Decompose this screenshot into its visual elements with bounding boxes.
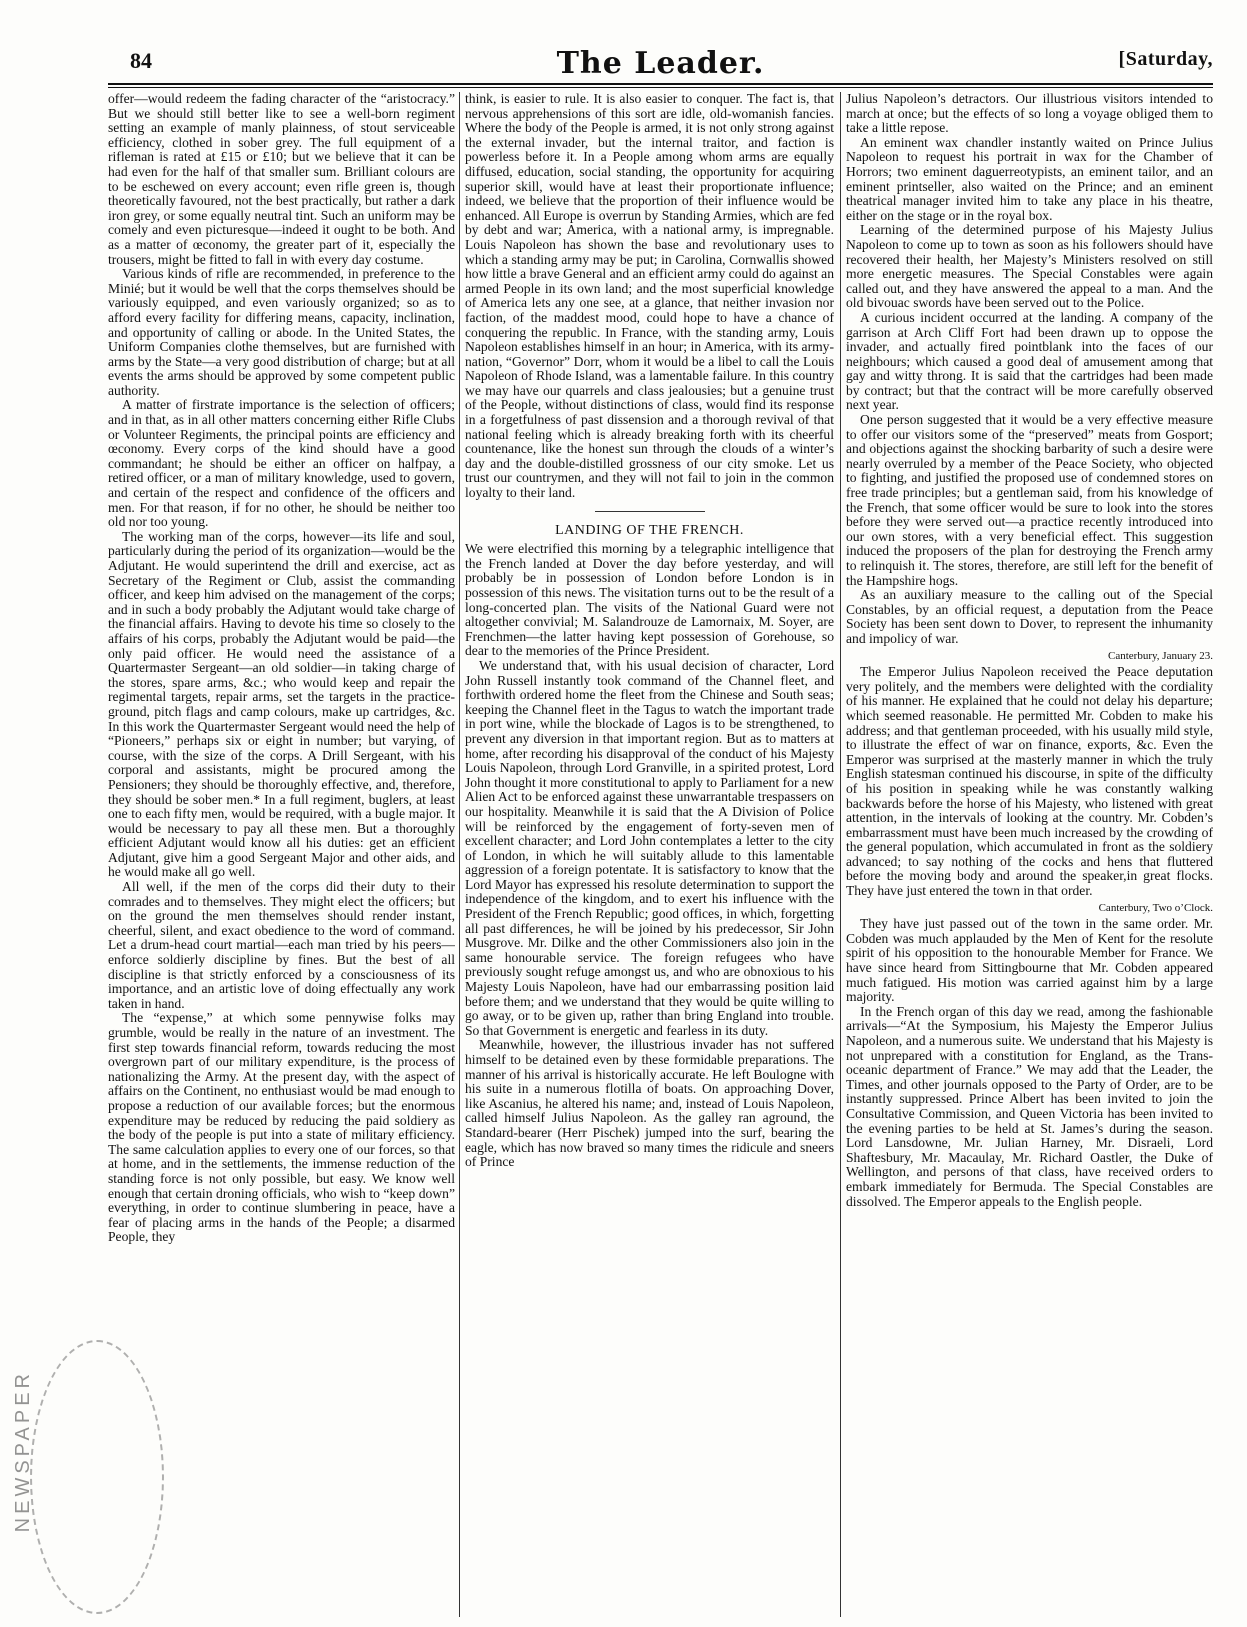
dateline-canterbury-1: Canterbury, January 23. xyxy=(1108,649,1213,662)
paragraph: All well, if the men of the corps did their duty to their comrades and to themselves. They might elect the officers; but on the ground the men themselves should render instant, cheerful, silent, and exact obedience to the word of command. Let a drum-head court martial—each man tried by his peers—enforce soldierly discipline by fines. But the best of all discipline is that strictly enforced by a consciousness of its importance, and an artistic love of doing effectually any work taken in hand. xyxy=(108,879,455,1011)
page-header xyxy=(108,46,1213,82)
paragraph: Learning of the determined purpose of his Majesty Julius Napoleon to come up to town as soon as his followers should have recovered their health, her Majesty’s Ministers resolved on still more energetic measures. The Special Constables were again called out, and they have answered the appeal to a man. And the old bivouac swords have been served out to the Police. xyxy=(846,222,1213,311)
paragraph: think, is easier to rule. It is also easier to conquer. The fact is, that nervous apprehensions of this sort are idle, old-womanish fancies. Where the body of the People is armed, it is not only strong against the external invader, but the internal traitor, and faction is powerless before it. In a People among whom arms are equally diffused, education, social standing, the opportunity for acquiring superior skill, would have at least their proportionate influence; indeed, we believe that the proportion of their influence would be enhanced. All Europe is overrun by Standing Armies, which are fed by debt and war; America, with a national army, is impregnable. Louis Napoleon has shown the base and revolutionary uses to which a standing army may be put; in Carolina, Cornwallis showed how little a brave General and an efficient army could do against an armed People in its own land; and the most superficial knowledge of America lets any one see, at a glance, that neither invasion nor faction, of the maddest mood, could hope to have a chance of conquering the republic. In France, with the standing army, Louis Napoleon establishes himself in an hour; in America, with its army-nation, “Governor” Dorr, whom it would be a libel to call the Louis Napoleon of Rhode Island, was a lamentable failure. In this country we may have our quarrels and class jealousies; but a genuine trust of the People, without distinctions of class, would find its response in a forgetfulness of past dissension and a thorough revival of that national feeling which is already breaking forth with its cheerful countenance, like the honest sun through the clouds of a winter’s day and the double-distilled grossness of our city smoke. Let us trust our countrymen, and they will not fail to join in the common loyalty to their land. xyxy=(465,92,834,501)
paragraph: The working man of the corps, however—its life and soul, particularly during the period of its organization—would be the Adjutant. He would superintend the drill and exercise, act as Secretary of the Regiment or Club, assist the commanding officer, and keep him advised on the management of the corps; and in such a body probably the Adjutant would take charge of the financial affairs. Having to devote his time so closely to the affairs of his corps, probably the Adjutant would be paid—the only paid officer. He would need the assistance of a Quartermaster Sergeant—an old soldier—in taking charge of the stores, spare arms, &c.; who would keep and repair the regimental targets, repair arms, set the targets in the practice-ground, pitch flags and camp colours, make up cartridges, &c. In this work the Quartermaster Sergeant would need the help of “Pioneers,” perhaps six or eight in number; but varying, of course, with the size of the corps. A Drill Sergeant, with his corporal and assistants, might be procured among the Pensioners; they should be thoroughly effective, and, therefore, they should be sober men.* In a full regiment, buglers, at least one to each fifty men, would be required, with a bugle major. It would be necessary to pay all these men. But a thoroughly efficient Adjutant would know all his duties: get an efficient Adjutant, give him a good Sergeant Major and other aids, and he would make all go well. xyxy=(108,528,455,880)
paragraph: Various kinds of rifle are recommended, in preference to the Minié; but it would be well that the corps themselves should be variously equipped, and even variously organized; so as to afford every facility for differing means, capacity, inclination, and opportunity of calling or abode. In the United States, the Uniform Companies clothe themselves, but are furnished with arms by the State—a very good distribution of charge; but at all events the arms should be approved by some competent public authority. xyxy=(108,266,455,398)
paragraph: A curious incident occurred at the landing. A company of the garrison at Arch Cliff Fort had been drawn up to oppose the invader, and actually fired pointblank into the faces of our neighbours; which caused a good deal of amusement among that gay and witty throng. It is said that the cartridges had been made by contract; but that the contract will be more carefully observed next year. xyxy=(846,309,1213,413)
stamp-text: NEWSPAPER xyxy=(12,1370,34,1533)
paragraph: We understand that, with his usual decision of character, Lord John Russell instantly took command of the Channel fleet, and forthwith ordered home the fleet from the Chinese and South seas; keeping the Channel fleet in the Tagus to watch the important trade in port wine, while the blockade of Lagos is to be strengthened, to prevent any diversion in that important region. But as to matters at home, after recording his disapproval of the conduct of his Majesty Louis Napoleon, through Lord Granville, in a spirited protest, Lord John thought it more constitutional to apply to Parliament for a new Alien Act to be enforced against these unwarrantable trespassers on our hospitality. Meanwhile it is said that the A Division of Police will be reinforced by the engagement of forty-seven men of excellent character; and Lord John contemplates a letter to the city of London, in which he will suitably allude to this lamentable aggression of a foreign potentate. It is satisfactory to know that the Lord Mayor has expressed his resolute determination to support the independence of the kingdom, and to exert his influence with the President of the French Republic; good offices, in which, forgetting all past differences, he will be joined by his predecessor, Sir John Musgrove. Mr. Dilke and the other Commissioners also join in the same honourable service. The foreign refugees who have previously sought refuge amongst us, and who are obnoxious to his Majesty Louis Napoleon, have had our embarrassing position laid before them; and we understand that they would be quite willing to go away, or to be given up, rather than bring England into trouble. So that Government is energetic and fearless in its duty. xyxy=(465,657,834,1038)
paragraph: The Emperor Julius Napoleon received the Peace deputation very politely, and the members were delighted with the cordiality of his manner. He explained that he could not delay his departure; which seemed reasonable. He permitted Mr. Cobden to make his address; and that gentleman proceeded, with his usually mild style, to illustrate the effect of war on finance, exports, &c. Even the Emperor was surprised at the masterly manner in which the truly English statesman continued his discourse, in spite of the difficulty of his position in speaking while he was constantly walking backwards before the horse of his Majesty, who listened with great attention, in the intervals of looking at the country. Mr. Cobden’s embarrassment must have been much increased by the crowding of the general population, which accumulated in front as the soldiery advanced; to say nothing of the cocks and hens that fluttered before the moving body and around the speaker,in great flocks. They have just entered the town in that order. xyxy=(846,664,1213,899)
paragraph: Julius Napoleon’s detractors. Our illustrious visitors intended to march at once; but the effects of so long a voyage obliged them to take a little repose. xyxy=(846,92,1213,136)
section-divider xyxy=(595,511,705,512)
column-divider-1 xyxy=(459,92,460,1617)
paragraph: offer—would redeem the fading character of the “aristocracy.” But we should still better like to see a well-born regiment setting an example of manly plainness, of stout serviceable efficiency, clothed in sober grey. The full equipment of a rifleman is rated at £15 or £10; but we believe that it can be had even for the half of that smaller sum. Brilliant colours are to be eschewed on every account; even rifle green is, though theoretically favoured, not the best practically, but rather a dark iron grey, or some equally neutral tint. Such an uniform may be comely and even picturesque—indeed it ought to be both. And as a matter of œconomy, the greater part of it, especially the trousers, might be fitted to fall in with every day costume. xyxy=(108,92,455,267)
paragraph: In the French organ of this day we read, among the fashionable arrivals—“At the Symposium, his Majesty the Emperor Julius Napoleon, and a numerous suite. We understand that his Majesty is not unprepared with a constitution for England, as the Trans-oceanic department of France.” We may add that the Leader, the Times, and other journals opposed to the Party of Order, are to be instantly suppressed. Prince Albert has been invited to join the Consultative Commission, and Queen Victoria has been invited to the evening parties to be held at St. James’s during the season. Lord Lansdowne, Mr. Julian Harney, Mr. Disraeli, Lord Shaftesbury, Mr. Macaulay, Mr. Richard Oastler, the Duke of Wellington, and persons of that class, have received orders to embark immediately for Bermuda. The Special Constables are dissolved. The Emperor appeals to the English people. xyxy=(846,1003,1213,1209)
masthead-title: The Leader. xyxy=(556,46,765,81)
column-2 xyxy=(465,92,834,1617)
paragraph: As an auxiliary measure to the calling out of the Special Constables, by an official request, a deputation from the Peace Society has been sent down to Dover, to represent the inhumanity and impolicy of war. xyxy=(846,587,1213,646)
paragraph: They have just passed out of the town in the same order. Mr. Cobden was much applauded by the Men of Kent for the resolute spirit of his opposition to the honourable Member for France. We have since heard from Sittingbourne that Mr. Cobden appeared much fatigued. His motion was carried against him by a large majority. xyxy=(846,916,1213,1005)
header-rule-thin xyxy=(108,87,1213,88)
paragraph: We were electrified this morning by a telegraphic intelligence that the French landed at Dover the day before yesterday, and will probably be in possession of London before London is in possession of this news. The visitation turns out to be the result of a long-concerted plan. The visits of the National Guard were not altogether convivial; M. Salandrouze de Lamornaix, M. Soyer, are Frenchmen—the latter having kept possession of Gorehouse, so dear to the memories of the Prince President. xyxy=(465,541,834,659)
column-3 xyxy=(846,92,1213,1617)
paragraph: Meanwhile, however, the illustrious invader has not suffered himself to be detained even by these formidable preparations. The manner of his arrival is historically accurate. He left Boulogne with his suite in a numerous flotilla of boats. On approaching Dover, like Ascanius, he altered his name; and, instead of Louis Napoleon, called himself Julius Napoleon. As the galley ran aground, the Standard-bearer (Herr Pischek) jumped into the surf, bearing the eagle, which has now braved so many times the ridicule and sneers of Prince xyxy=(465,1037,834,1170)
paragraph: The “expense,” at which some pennywise folks may grumble, would be really in the nature of an investment. The first step towards financial reform, towards reducing the most overgrown part of our military expenditure, is the process of nationalizing the Army. At the present day, with the aspect of affairs on the Continent, no enthusiast would be mad enough to propose a reduction of our available forces; but the enormous expenditure may be reduced by reducing the paid soldiery as the body of the people is put into a state of military efficiency. The same calculation applies to every one of our forces, so that at home, and in the settlements, the immense reduction of the standing force is not only possible, but easy. We know well enough that certain droning officials, who wish to “keep down” everything, in order to continue slumbering in peace, have a fear of placing arms in the hands of the People; a disarmed People, they xyxy=(108,1010,455,1245)
column-divider-2 xyxy=(840,92,841,1617)
header-dateline: [Saturday, xyxy=(1118,48,1213,70)
paragraph: An eminent wax chandler instantly waited on Prince Julius Napoleon to request his portrait in wax for the Chamber of Horrors; two eminent daguerreotypists, an eminent tailor, and an eminent printseller, also waited on the Prince; and an eminent theatrical manager invited him to take any place in his theatre, either on the stage or in the royal box. xyxy=(846,134,1213,223)
section-title: LANDING OF THE FRENCH. xyxy=(555,522,744,538)
paragraph: A matter of firstrate importance is the selection of officers; and in that, as in all other matters concerning either Rifle Clubs or Volunteer Regiments, the principal points are efficiency and œconomy. Every corps of the kind should have a good commandant; he should be either an officer on halfpay, a retired officer, or a man of military knowledge, used to govern, and certain of the respect and confidence of the officers and men. For that reason, if for no other, he should be neither too old nor too young. xyxy=(108,397,455,530)
paragraph: One person suggested that it would be a very effective measure to offer our visitors some of the “preserved” meats from Gosport; and objections against the shocking barbarity of such a desire were nearly overruled by a member of the Peace Society, who objected to fighting, and justified the proposed use of condemned stores on free trade principles; but a gentleman said, from his knowledge of the French, that some officer would be sure to look into the stores before they were served out—a practice recently introduced into our own stores, with a very beneficial effect. This suggestion induced the proposers of the plan for destroying the French army to relinquish it. The stores, therefore, are still left for the benefit of the Hampshire hogs. xyxy=(846,412,1213,588)
library-stamp xyxy=(30,1340,164,1614)
header-rule xyxy=(108,83,1213,85)
page-number: 84 xyxy=(130,48,152,73)
dateline-canterbury-2: Canterbury, Two o’Clock. xyxy=(1098,901,1213,914)
column-1 xyxy=(108,92,455,1617)
